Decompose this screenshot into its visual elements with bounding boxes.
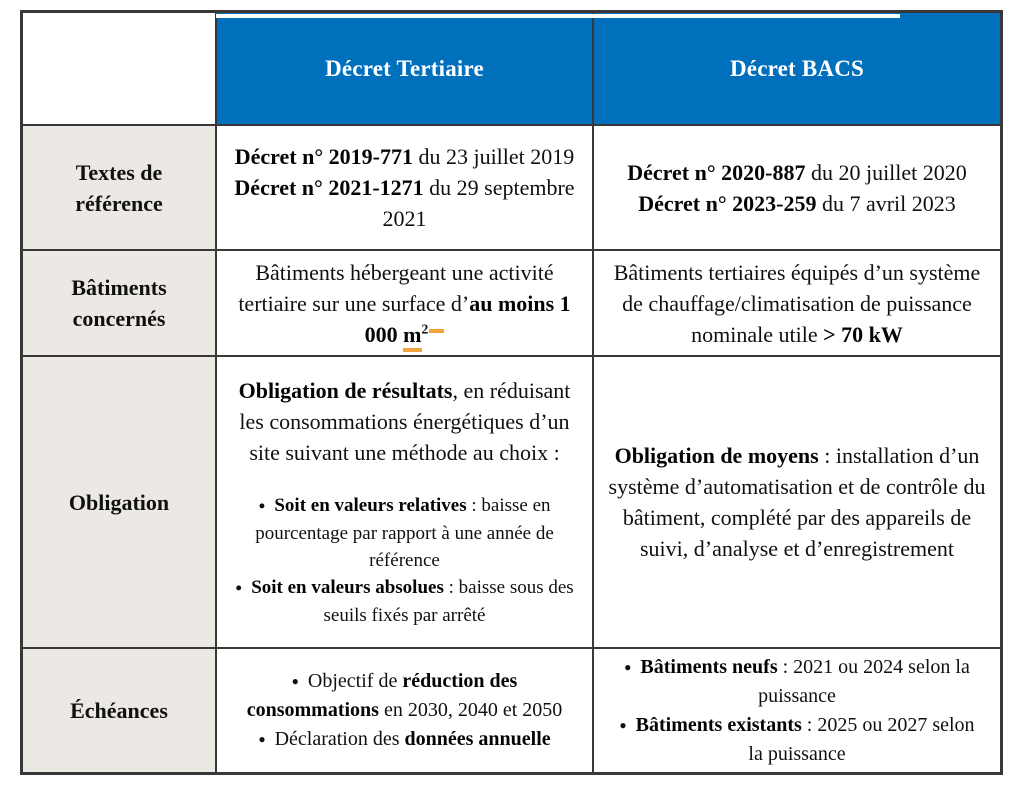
list-item xyxy=(231,725,578,754)
list-item xyxy=(616,711,978,769)
cell-echeances-tertiaire xyxy=(217,649,594,772)
corner-cell xyxy=(23,13,217,126)
decree-reference xyxy=(604,157,990,188)
row-label-text: Textes de référence xyxy=(75,159,163,216)
bold-run: réduction des consommations xyxy=(246,670,518,721)
cell-textes-tertiaire xyxy=(217,126,594,251)
list-item xyxy=(229,492,580,574)
cell-textes-bacs xyxy=(594,126,1000,251)
column-title-bacs: Décret BACS xyxy=(730,55,864,81)
cell-batiments-bacs xyxy=(594,251,1000,357)
bold-run: Obligation de résultats xyxy=(238,378,453,403)
header-cell-decret-bacs xyxy=(594,13,1000,126)
text-run: Bâtiments tertiaires équipés d’un système de chauffage/climatisation de puissance nominale utile xyxy=(613,259,981,347)
row-label-textes-de-reference xyxy=(23,126,217,251)
bold-run: Obligation de moyens xyxy=(614,443,819,468)
bold-run: > 70 kW xyxy=(823,321,903,347)
decree-date: du 29 septembre 2021 xyxy=(382,175,575,231)
decree-number: Décret n° 2020-887 xyxy=(627,159,806,185)
text-run: Objectif de xyxy=(307,670,403,692)
cell-paragraph xyxy=(604,257,990,350)
row-label-text: Échéances xyxy=(70,698,168,723)
decree-date: du 7 avril 2023 xyxy=(816,190,956,216)
text-run: Bâtiments hébergeant une activité tertiaire sur une surface d’ xyxy=(238,259,554,316)
bullet-icon: ● xyxy=(235,582,243,594)
bold-run: données annuelle xyxy=(404,728,551,750)
cell-paragraph xyxy=(604,440,990,564)
decree-date: du 23 juillet 2019 xyxy=(412,144,575,169)
decree-number: Décret n° 2019-771 xyxy=(234,144,413,169)
cell-batiments-tertiaire xyxy=(217,251,594,357)
decree-number: Décret n° 2021-1271 xyxy=(234,175,424,200)
text-run: : 2025 ou 2027 selon la puissance xyxy=(748,713,975,765)
text-run: : installation d’un système d’automatisation et de contrôle du bâtiment, complété par des appareils de suivi, d’analyse et d’enregistrement xyxy=(608,443,986,561)
cell-echeances-bacs xyxy=(594,649,1000,772)
bullet-icon: ● xyxy=(624,659,632,674)
header-cell-decret-tertiaire xyxy=(217,13,594,126)
bullet-icon: ● xyxy=(258,732,266,746)
cell-paragraph xyxy=(229,375,580,468)
text-run: : 2021 ou 2024 selon la puissance xyxy=(758,655,970,707)
row-label-text: Obligation xyxy=(68,489,170,515)
bold-run: Bâtiments existants xyxy=(635,713,802,736)
list-item xyxy=(229,574,580,629)
text-run: , en réduisant les consommations énergétiques d’un site suivant une méthode au choix : xyxy=(239,378,571,465)
cell-obligation-bacs xyxy=(594,357,1000,649)
row-label-obligation xyxy=(23,357,217,649)
comparison-table xyxy=(20,10,1003,775)
superscript-2: 2 xyxy=(421,321,429,337)
row-label-text: Bâtiments concernés xyxy=(71,275,167,331)
text-run: Déclaration des xyxy=(274,728,405,750)
row-label-batiments-concernes xyxy=(23,251,217,357)
list-item xyxy=(616,653,978,711)
row-label-echeances xyxy=(23,649,217,772)
text-run: : baisse en pourcentage par rapport à une année de référence xyxy=(255,495,554,571)
decree-reference xyxy=(229,172,580,234)
m-with-grammar-underline: m xyxy=(403,322,421,352)
decree-number: Décret n° 2023-259 xyxy=(638,190,817,216)
column-title-tertiaire: Décret Tertiaire xyxy=(325,55,484,81)
bold-run: au moins 1 000 xyxy=(364,290,571,347)
decree-reference xyxy=(229,141,580,172)
decree-date: du 20 juillet 2020 xyxy=(805,159,967,185)
bullet-icon: ● xyxy=(619,717,627,732)
bold-run: Soit en valeurs absolues xyxy=(251,577,444,598)
cell-obligation-tertiaire xyxy=(217,357,594,649)
cell-paragraph xyxy=(229,257,580,350)
bullet-icon: ● xyxy=(291,674,299,688)
bold-run: Bâtiments neufs xyxy=(640,655,778,678)
bullet-list xyxy=(229,492,580,629)
text-run: en 2030, 2040 et 2050 xyxy=(378,699,563,721)
bullet-icon: ● xyxy=(258,500,266,512)
decree-reference xyxy=(604,188,990,219)
bold-run: Soit en valeurs relatives xyxy=(274,495,467,516)
list-item xyxy=(231,667,578,725)
text-run: : baisse sous des seuils fixés par arrêté xyxy=(323,577,574,626)
grammar-underline-dash xyxy=(429,329,444,333)
